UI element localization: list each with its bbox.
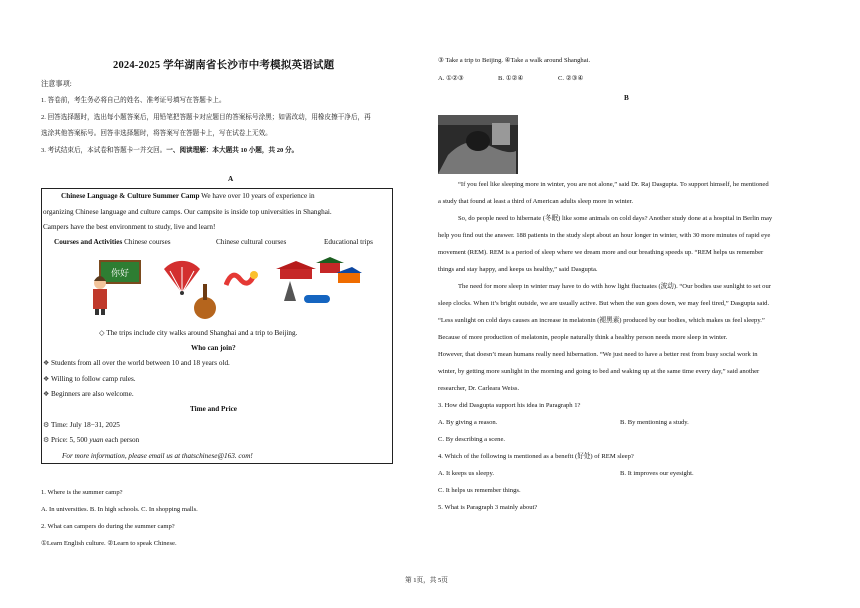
who-item-text: Students from all over the world between 10 and 18 years old. [51, 359, 230, 367]
teacher-illustration [90, 259, 152, 315]
camp-intro-text: We have over 10 years of experience in [199, 192, 315, 200]
price-line [43, 436, 139, 445]
q3-option-b: B. By mentioning a study. [620, 419, 689, 426]
para-line: things and stay happy, and keeps us healthy,” said Dasgupta. [438, 266, 598, 273]
price-suffix: each person [103, 436, 140, 444]
para-line: researcher, Dr. Carleara Weiss. [438, 385, 520, 392]
question-3: 3. How did Dasgupta support his idea in Paragraph 1? [438, 402, 581, 409]
question-1-options: A. In universities. B. In high schools. C. In shopping malls. [41, 506, 198, 513]
question-5: 5. What is Paragraph 3 mainly about? [438, 504, 538, 511]
notice-heading: 注意事项: [41, 80, 72, 88]
gear-bullet-icon: ⚙ [43, 436, 50, 444]
q4-option-a: A. It keeps us sleepy. [438, 470, 494, 477]
price-text: Price: 5, 500 [51, 436, 90, 444]
notice-3 [41, 147, 298, 155]
question-2-items: ①Learn English culture. ②Learn to speak Chinese. [41, 540, 177, 547]
q3-option-a: A. By giving a reason. [438, 419, 498, 426]
para-line: However, that doesn’t mean humans really need hibernation. “We just need to have a better rest from busy social work in [438, 351, 758, 358]
section-b-label: B [624, 94, 629, 102]
more-info: For more information, please email us at thatschinese@163. com! [62, 452, 253, 460]
who-item [43, 359, 230, 368]
q2-option-c: C. ②③④ [558, 75, 584, 82]
para-line: sleep clocks. When it’s bright outside, we are usually active. But when the sun goes down, we may feel tired,” Dasgupta said. [438, 300, 770, 307]
notice-3-text: 3. 考试结束后，本试卷和答题卡一并交回。 [41, 147, 167, 154]
notice-2: 2. 回答选择题时，选出每小题答案后，用铅笔把答题卡对应题目的答案标号涂黑；如需改动，用橡皮擦干净后，再 [41, 114, 371, 121]
camp-intro-line1 [61, 192, 315, 201]
section-a-label: A [228, 175, 234, 183]
para-line: movement (REM). REM is a period of sleep where we dream more and our breathing speeds up. “REM helps us remember [438, 249, 764, 256]
trips-note: ◇ The trips include city walks around Shanghai and a trip to Beijing. [99, 329, 298, 337]
section-one-heading: 一、阅读理解：本大题共 10 小题，共 20 分。 [166, 147, 299, 154]
course-chinese: Chinese courses [124, 238, 171, 246]
q4-option-b: B. It improves our eyesight. [620, 470, 694, 477]
camp-intro-line2: organizing Chinese language and culture camps. Our campsite is inside top universities in Shanghai. [43, 208, 332, 216]
page-footer: 第 1页，共 5页 [405, 577, 448, 584]
who-item [43, 390, 134, 399]
para-line: So, do people need to hibernate (冬眠) like some animals on cold days? Another study done at a hospital in Berlin may [458, 215, 773, 222]
q2-option-b: B. ①②④ [498, 75, 524, 82]
camp-ad-box [41, 188, 393, 464]
price-unit: yuan [89, 436, 104, 444]
time-line [43, 421, 120, 430]
who-item-text: Willing to follow camp rules. [51, 375, 136, 383]
para-line: winter, by getting more sunlight in the morning and going to bed and waking up at the same time every day,” said another [438, 368, 760, 375]
courses-line [54, 238, 171, 247]
q2-items-cont: ③ Take a trip to Beijing. ④Take a walk around Shanghai. [438, 57, 591, 64]
dragon-illustration [224, 265, 258, 295]
para-line: Because of more production of melatonin, people naturally think a healthy person needs more sleep in winter. [438, 334, 728, 341]
who-heading: Who can join? [191, 344, 236, 352]
notice-2-cont: 选涂其他答案标号。回答非选择题时，将答案写在答题卡上，写在试卷上无效。 [41, 130, 272, 137]
q3-option-c: C. By describing a scene. [438, 436, 506, 443]
diamond-bullet-icon: ❖ [43, 359, 50, 367]
para-line: a study that found at least a third of American adults sleep more in winter. [438, 198, 634, 205]
para-line: “Less sunlight on cold days causes an increase in melatonin (褪黑素) produced by our bodies, which makes us feel sleepy.” [438, 317, 765, 324]
landmarks-illustration [274, 257, 364, 309]
para-line: “If you feel like sleeping more in winter, you are not alone,” said Dr. Raj Dasgupta. To support himself, he mentioned [458, 181, 769, 188]
who-item-text: Beginners are also welcome. [51, 390, 134, 398]
question-2: 2. What can campers do during the summer camp? [41, 523, 175, 530]
diamond-bullet-icon: ❖ [43, 390, 50, 398]
q2-option-a: A. ①②③ [438, 75, 464, 82]
page-title: 2024-2025 学年湖南省长沙市中考模拟英语试题 [113, 60, 335, 71]
courses-heading: Courses and Activities [54, 238, 123, 246]
camp-title: Chinese Language & Culture Summer Camp [61, 192, 200, 200]
question-4: 4. Which of the following is mentioned as a benefit (好处) of REM sleep? [438, 453, 634, 460]
question-1: 1. Where is the summer camp? [41, 489, 123, 496]
notice-1: 1. 答卷前，考生务必将自己的姓名、准考证号填写在答题卡上。 [41, 97, 226, 104]
diamond-bullet-icon: ❖ [43, 375, 50, 383]
chalkboard-greeting: 你好 [111, 269, 130, 279]
course-trips: Educational trips [324, 238, 373, 246]
pipa-illustration [190, 284, 220, 320]
sleeping-person-photo [438, 115, 518, 174]
para-line: The need for more sleep in winter may have to do with how light fluctuates (波动). “Our bodies use sunlight to set our [458, 283, 771, 290]
q4-option-c: C. It helps us remember things. [438, 487, 521, 494]
para-line: help you find out the answer. 188 patients in the study slept about an hour longer in winter, with 30 more minutes of rapid eye [438, 232, 771, 239]
course-cultural: Chinese cultural courses [216, 238, 287, 246]
who-item [43, 375, 136, 384]
gear-bullet-icon: ⚙ [43, 421, 50, 429]
camp-intro-line3: Campers have the best environment to study, live and learn! [43, 223, 216, 231]
time-price-heading: Time and Price [190, 405, 237, 413]
time-text: Time: July 18−31, 2025 [51, 421, 120, 429]
